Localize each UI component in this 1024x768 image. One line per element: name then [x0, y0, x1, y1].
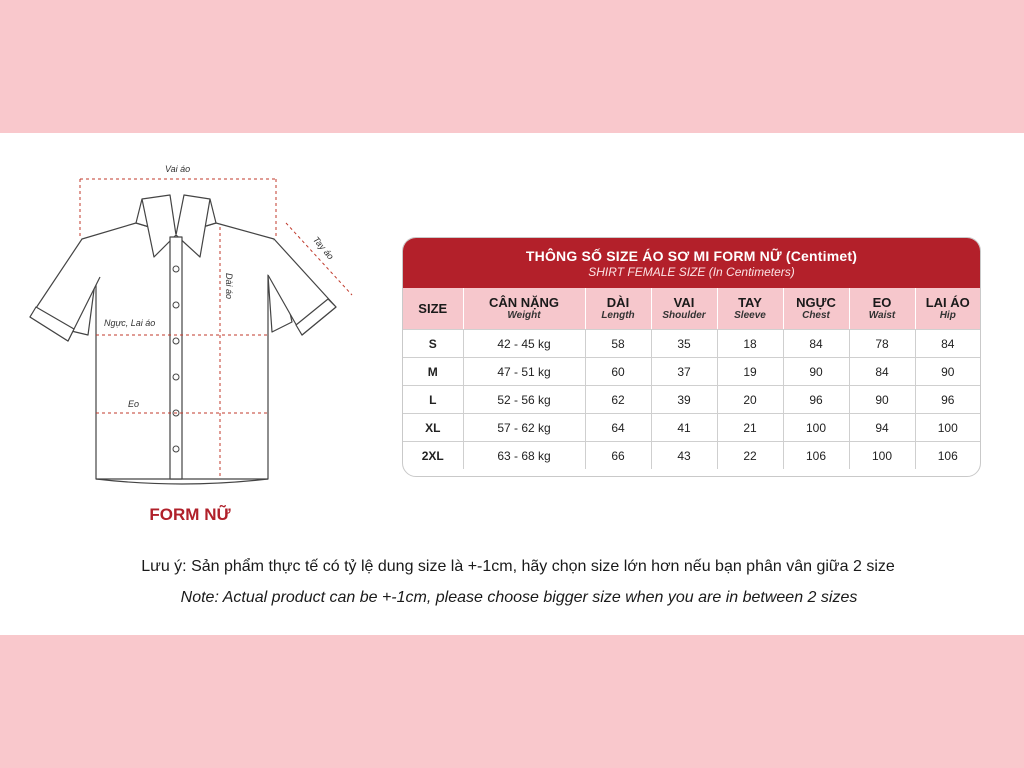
- column-header-vn: CÂN NẶNG: [488, 294, 560, 310]
- table-cell: 18: [717, 330, 783, 358]
- shoulder-label: Vai áo: [165, 164, 191, 174]
- table-cell: 106: [937, 448, 958, 463]
- column-header: [651, 288, 717, 330]
- column-header-vn: VAI: [673, 294, 695, 310]
- table-cell: 96: [783, 386, 849, 414]
- column-header: [717, 288, 783, 330]
- column-header-en: Sleeve: [734, 310, 766, 322]
- table-cell: 94: [849, 414, 915, 442]
- table-body: [403, 330, 980, 470]
- column-header-en: Hip: [939, 310, 956, 322]
- table-cell: 62: [585, 386, 651, 414]
- column-header-vn: LAI ÁO: [925, 294, 970, 310]
- column-header: [403, 288, 463, 330]
- table-cell: 63 - 68 kg: [463, 442, 585, 470]
- note-english: Note: Actual product can be +-1cm, please choose bigger size when you are in between 2 sizes: [180, 589, 858, 606]
- table-cell: 84: [915, 330, 980, 358]
- size-cell: L: [403, 386, 463, 414]
- column-header-en: Chest: [802, 310, 830, 322]
- shirt-illustration-icon: [24, 157, 364, 497]
- column-header-row: [403, 288, 980, 330]
- table-cell: 57 - 62 kg: [463, 414, 585, 442]
- column-header-vn: EO: [872, 294, 892, 310]
- length-label: Dài áo: [224, 272, 235, 300]
- sleeve-label: Tay áo: [310, 234, 336, 262]
- table-cell: 66: [585, 442, 651, 470]
- table-row: [403, 414, 980, 442]
- column-header-en: Length: [601, 310, 635, 322]
- chest-label: Ngực, Lai áo: [104, 318, 156, 328]
- table-cell: 52 - 56 kg: [463, 386, 585, 414]
- table-cell: 90: [915, 358, 980, 386]
- table-cell: 39: [651, 386, 717, 414]
- table-cell: 100: [849, 442, 915, 470]
- column-header-en: Waist: [868, 310, 896, 322]
- column-header: [783, 288, 849, 330]
- column-header: [585, 288, 651, 330]
- table-cell: 19: [717, 358, 783, 386]
- table-cell: 100: [783, 414, 849, 442]
- table-cell: 96: [915, 386, 980, 414]
- table-cell: 58: [585, 330, 651, 358]
- table-cell: 60: [585, 358, 651, 386]
- size-cell: 2XL: [403, 442, 463, 470]
- table-cell: 90: [849, 386, 915, 414]
- table-cell: 43: [651, 442, 717, 470]
- size-cell: M: [403, 358, 463, 386]
- size-table: [402, 237, 981, 477]
- column-header: [915, 288, 980, 330]
- note-vietnamese: Lưu ý: Sản phẩm thực tế có tỷ lệ dung size là +-1cm, hãy chọn size lớn hơn nếu bạn phân vân giữa 2 size: [141, 558, 895, 575]
- column-header: [463, 288, 585, 330]
- table-cell: 90: [783, 358, 849, 386]
- size-cell: S: [403, 330, 463, 358]
- table-cell: 20: [717, 386, 783, 414]
- table-title: THÔNG SỐ SIZE ÁO SƠ MI FORM NỮ (Centimet): [525, 248, 858, 264]
- waist-label: Eo: [128, 399, 140, 409]
- form-title: FORM NỮ: [149, 505, 231, 524]
- column-header: [849, 288, 915, 330]
- table-row: [403, 386, 980, 414]
- table-cell: 42 - 45 kg: [463, 330, 585, 358]
- table-cell: 35: [651, 330, 717, 358]
- table-cell: 84: [849, 358, 915, 386]
- column-header-vn: SIZE: [418, 300, 448, 316]
- column-header-vn: TAY: [738, 294, 762, 310]
- table-cell: 84: [783, 330, 849, 358]
- table-cell: 78: [849, 330, 915, 358]
- top-pink-band: [0, 0, 1024, 133]
- bottom-pink-band: [0, 635, 1024, 768]
- size-grid: [403, 288, 980, 469]
- size-cell: XL: [403, 414, 463, 442]
- column-header-en: Shoulder: [662, 310, 706, 322]
- column-header-vn: DÀI: [606, 294, 630, 310]
- column-header-en: Weight: [507, 310, 541, 322]
- table-row: [403, 358, 980, 386]
- table-cell: 64: [585, 414, 651, 442]
- table-row: [403, 442, 980, 470]
- table-cell: 100: [915, 414, 980, 442]
- table-header: [403, 238, 980, 288]
- table-cell: 41: [651, 414, 717, 442]
- column-header-vn: NGỰC: [796, 294, 836, 310]
- size-guide-card: [0, 133, 1024, 635]
- table-cell: 37: [651, 358, 717, 386]
- table-cell: 22: [717, 442, 783, 470]
- table-cell: 47 - 51 kg: [463, 358, 585, 386]
- table-row: [403, 330, 980, 358]
- table-subtitle: SHIRT FEMALE SIZE (In Centimeters): [588, 265, 795, 279]
- table-cell: 21: [717, 414, 783, 442]
- table-cell: 106: [783, 442, 849, 470]
